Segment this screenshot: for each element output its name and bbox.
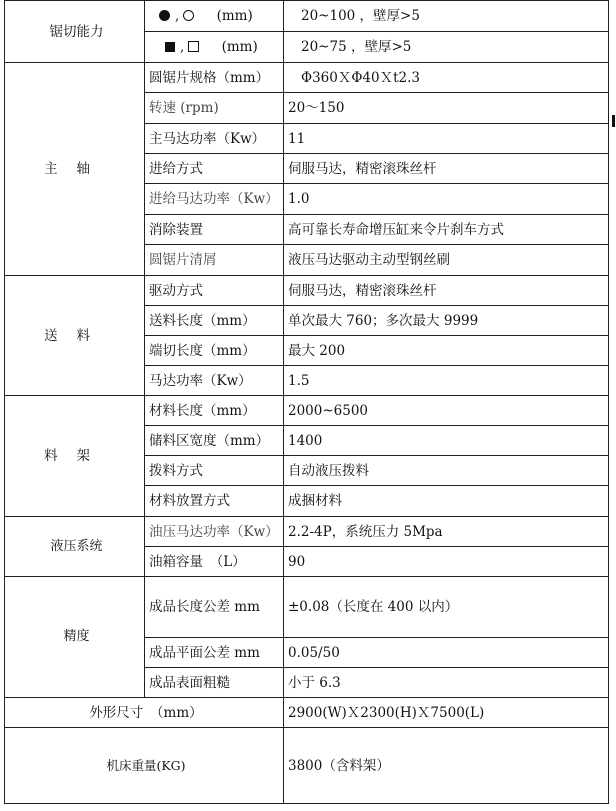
- table-row: [5, 728, 609, 804]
- spindle-label: 圆锯片清屑: [145, 245, 284, 276]
- cutting-square-value: 20~75 ，壁厚>5: [284, 32, 609, 63]
- table-row: [5, 517, 609, 547]
- rack-label: 拨料方式: [145, 456, 284, 486]
- precision-category: 精度: [5, 577, 145, 698]
- rack-label: 材料放置方式: [145, 486, 284, 517]
- rack-value: 2000~6500: [284, 396, 609, 426]
- cutting-round-spec: , (mm): [145, 1, 284, 32]
- table-row: [5, 698, 609, 728]
- feeding-label: 马达功率（Kw）: [145, 366, 284, 396]
- spindle-label: 进给马达功率（Kw）: [145, 184, 284, 215]
- cutting-round-unit: (mm): [216, 8, 253, 24]
- spindle-label: 消除装置: [145, 215, 284, 245]
- precision-label: 成品表面粗糙: [145, 668, 284, 698]
- hydraulic-category: 液压系统: [5, 517, 145, 577]
- hydraulic-label: 油箱容量 （L）: [145, 547, 284, 577]
- hydraulic-value: 90: [284, 547, 609, 577]
- dimensions-value: 2900(W)Ｘ2300(H)Ｘ7500(L): [284, 698, 609, 728]
- precision-label: 成品长度公差 mm: [145, 577, 284, 638]
- spindle-value: Φ360ＸΦ40Ｘt2.3: [284, 63, 609, 93]
- dimensions-label: 外形尺寸 （mm）: [5, 698, 284, 728]
- rack-label: 储料区宽度（mm）: [145, 426, 284, 456]
- precision-value: 小于 6.3: [284, 668, 609, 698]
- feeding-label: 送料长度（mm）: [145, 306, 284, 336]
- spindle-label: 主马达功率（Kw）: [145, 124, 284, 154]
- spec-table: [4, 0, 609, 804]
- solid-square-icon: [165, 42, 175, 52]
- cutting-square-spec: , (mm): [145, 32, 284, 63]
- rack-category: 料架: [5, 396, 145, 517]
- rack-value: 自动液压拨料: [284, 456, 609, 486]
- hydraulic-label: 油压马达功率（Kw）: [145, 517, 284, 547]
- feeding-label: 驱动方式: [145, 276, 284, 306]
- rack-label: 材料长度（mm）: [145, 396, 284, 426]
- weight-label: 机床重量(KG): [5, 728, 284, 804]
- feeding-value: 1.5: [284, 366, 609, 396]
- table-row: [5, 396, 609, 426]
- hollow-square-icon: [188, 41, 199, 52]
- page-edge-mark: [612, 115, 615, 127]
- feeding-category: 送料: [5, 276, 145, 396]
- precision-label: 成品平面公差 mm: [145, 638, 284, 668]
- precision-value: ±0.08（长度在 400 以内）: [284, 577, 609, 638]
- hollow-circle-icon: [183, 10, 194, 21]
- table-row: [5, 276, 609, 306]
- weight-value: 3800（含料架）: [284, 728, 609, 804]
- cutting-round-value: 20~100 ，壁厚>5: [284, 1, 609, 32]
- feeding-label: 端切长度（mm）: [145, 336, 284, 366]
- spindle-value: 1.0: [284, 184, 609, 215]
- spindle-value: 伺服马达，精密滚珠丝杆: [284, 154, 609, 184]
- rack-value: 成捆材料: [284, 486, 609, 517]
- rack-value: 1400: [284, 426, 609, 456]
- cutting-row-round: [5, 1, 609, 32]
- table-row: [5, 577, 609, 638]
- spindle-label: 圆锯片规格（mm）: [145, 63, 284, 93]
- hydraulic-value: 2.2-4P，系统压力 5Mpa: [284, 517, 609, 547]
- solid-circle-icon: [159, 10, 170, 21]
- feeding-value: 单次最大 760；多次最大 9999: [284, 306, 609, 336]
- feeding-value: 伺服马达，精密滚珠丝杆: [284, 276, 609, 306]
- spindle-value: 液压马达驱动主动型钢丝刷: [284, 245, 609, 276]
- cutting-square-unit: (mm): [221, 39, 258, 55]
- feeding-value: 最大 200: [284, 336, 609, 366]
- cutting-category: 锯切能力: [5, 1, 145, 63]
- precision-value: 0.05/50: [284, 638, 609, 668]
- spindle-value: 11: [284, 124, 609, 154]
- spindle-label: 进给方式: [145, 154, 284, 184]
- spindle-category: 主轴: [5, 63, 145, 276]
- table-row: [5, 63, 609, 93]
- spindle-label: 转速 (rpm): [145, 93, 284, 124]
- spindle-value: 20～150: [284, 93, 609, 124]
- spindle-value: 高可靠长寿命增压缸来令片刹车方式: [284, 215, 609, 245]
